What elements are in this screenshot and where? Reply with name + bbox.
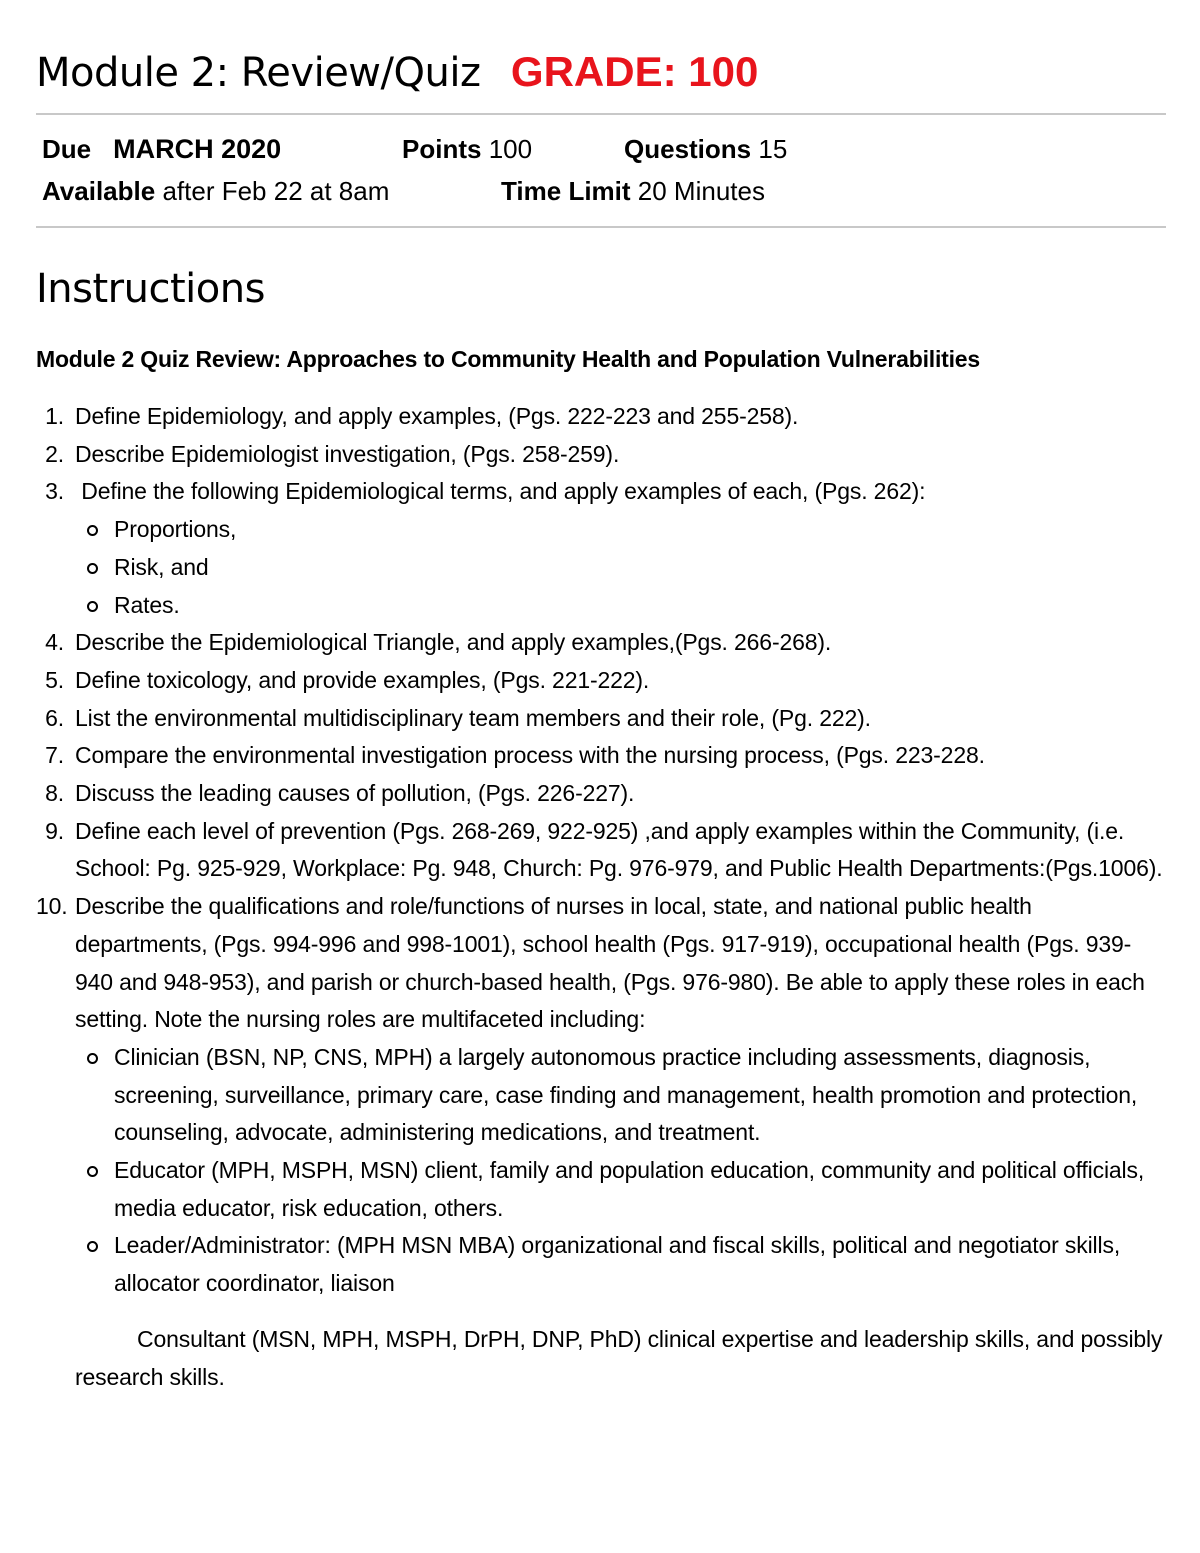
sub-item-text: Educator (MPH, MSPH, MSN) client, family and population education, community and political officials, media educator, risk education, others. <box>114 1157 1145 1221</box>
instructions-content <box>36 398 1166 1396</box>
sub-list-item <box>114 1039 1166 1152</box>
sub-item-text: Leader/Administrator: (MPH MSN MBA) organizational and fiscal skills, political and negotiator skills, allocator coordinator, liaison <box>114 1232 1121 1297</box>
list-item <box>45 398 1166 436</box>
item-number: 10. <box>36 893 68 920</box>
item-number: 1. <box>45 403 64 429</box>
divider-bottom <box>36 226 1166 228</box>
list-item <box>45 700 1166 738</box>
available-label: Available <box>42 176 156 206</box>
sub-item-text: Clinician (BSN, NP, CNS, MPH) a largely autonomous practice including assessments, diagnosis, screening, surveillance, primary care, case finding and management, health promotion and protection, counseling, advocate, administering medications, and treatment. <box>114 1043 1138 1146</box>
sub-list-item <box>114 1152 1166 1227</box>
questions-info <box>624 134 787 164</box>
time-limit-info <box>501 176 765 206</box>
sub-item-text: Risk, and <box>114 553 209 580</box>
time-limit-value: 20 Minutes <box>637 176 765 206</box>
points-value: 100 <box>488 134 533 164</box>
sub-list-item <box>114 511 1166 549</box>
time-limit-label: Time Limit <box>501 176 631 206</box>
item-number: 3. <box>45 478 64 505</box>
consultant-paragraph: Consultant (MSN, MPH, MSPH, DrPH, DNP, PhD) clinical expertise and leadership skills, and possibly research skills. <box>75 1325 1163 1390</box>
circle-bullet-icon <box>87 1241 98 1252</box>
item-text: Describe the qualifications and role/functions of nurses in local, state, and national public health departments, (Pgs. 994-996 and 998-1001), school health (Pgs. 917-919), occupational health (Pgs. 939-940 and 948-953), and parish or church-based health, (Pgs. 976-980). Be able to apply these roles in each setting. Note the nursing roles are multifaceted including: <box>75 893 1145 1033</box>
list-item <box>45 624 1166 662</box>
questions-label: Questions <box>624 134 752 164</box>
item-number: 4. <box>45 629 64 656</box>
list-item <box>45 436 1166 474</box>
divider-top <box>36 113 1166 115</box>
item-number: 8. <box>45 780 64 807</box>
sub-item-text: Rates. <box>114 591 180 618</box>
circle-bullet-icon <box>87 601 98 612</box>
list-item <box>36 888 1166 1303</box>
item-text: Discuss the leading causes of pollution, (Pgs. 226-227). <box>75 780 635 807</box>
item-text: Define Epidemiology, and apply examples, (Pgs. 222-223 and 255-258). <box>75 403 799 429</box>
sub-list-item <box>114 1227 1166 1302</box>
points-label: Points <box>402 134 482 164</box>
item-number: 2. <box>45 440 64 467</box>
sub-list <box>75 1039 1166 1303</box>
available-info <box>42 176 389 206</box>
sub-list <box>75 511 1166 624</box>
circle-bullet-icon <box>87 1166 98 1177</box>
sub-item-text: Proportions, <box>114 516 237 543</box>
item-text: Define each level of prevention (Pgs. 268-269, 922-925) ,and apply examples within the Community, (i.e. School: Pg. 925-929, Workplace: Pg. 948, Church: Pg. 976-979, and Public Health Departments:(Pgs.1006). <box>75 817 1163 882</box>
item-number: 9. <box>45 817 64 844</box>
circle-bullet-icon <box>87 1053 98 1064</box>
item-number: 6. <box>45 704 64 731</box>
title-row <box>36 48 758 96</box>
questions-value: 15 <box>758 134 788 164</box>
list-item <box>45 775 1166 813</box>
list-item <box>45 473 1166 624</box>
item-text: Describe the Epidemiological Triangle, and apply examples,(Pgs. 266-268). <box>75 629 832 656</box>
due-label: Due <box>42 134 92 164</box>
review-list <box>36 398 1166 1303</box>
list-item <box>45 813 1166 888</box>
page-title: Module 2: Review/Quiz <box>36 50 481 96</box>
sub-list-item <box>114 549 1166 587</box>
item-text: Define the following Epidemiological terms, and apply examples of each, (Pgs. 262): <box>75 478 926 505</box>
item-text: List the environmental multidisciplinary team members and their role, (Pg. 222). <box>75 704 871 731</box>
available-value: after Feb 22 at 8am <box>162 176 390 206</box>
item-number: 5. <box>45 666 64 693</box>
item-number: 7. <box>45 742 64 769</box>
instructions-heading: Instructions <box>36 266 265 312</box>
sub-list-item <box>114 587 1166 625</box>
item-text: Define toxicology, and provide examples, (Pgs. 221-222). <box>75 666 650 693</box>
list-item <box>45 737 1166 775</box>
item-text: Describe Epidemiologist investigation, (Pgs. 258-259). <box>75 440 620 467</box>
item-text: Compare the environmental investigation process with the nursing process, (Pgs. 223-228. <box>75 742 985 769</box>
points-info <box>402 134 532 164</box>
instructions-subheading: Module 2 Quiz Review: Approaches to Community Health and Population Vulnerabilities <box>36 346 980 372</box>
due-value: MARCH 2020 <box>113 134 282 164</box>
grade-label: GRADE: 100 <box>510 48 759 95</box>
circle-bullet-icon <box>87 563 98 574</box>
circle-bullet-icon <box>87 525 98 536</box>
due-info <box>42 134 281 164</box>
list-item <box>45 662 1166 700</box>
